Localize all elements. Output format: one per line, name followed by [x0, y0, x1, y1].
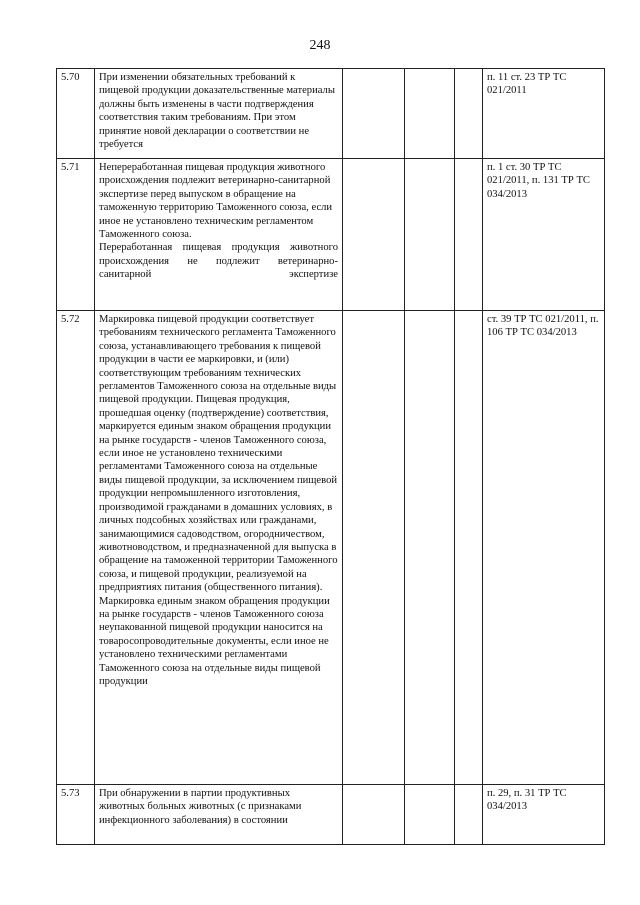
requirement-cell [95, 159, 343, 311]
regulation-reference: п. 1 ст. 30 ТР ТС 021/2011, п. 131 ТР ТС 034/2013 [483, 159, 605, 311]
empty-cell [455, 785, 483, 845]
requirement-text: При обнаружении в партии продуктивных животных больных животных (с признаками инфекционного заболевания) в состоянии [95, 785, 343, 845]
requirement-text-extra: Маркировка единым знаком обращения продукции на рынке государств - членов Таможенного союза неупакованной пищевой продукции наносится на товаросопроводительные документы, если иное не установлено техническими регламентами Таможенного союза на отдельные виды пищевой продукции [99, 595, 330, 687]
regulation-reference: п. 11 ст. 23 ТР ТС 021/2011 [483, 69, 605, 159]
regulation-reference: ст. 39 ТР ТС 021/2011, п. 106 ТР ТС 034/2013 [483, 311, 605, 785]
empty-cell [455, 159, 483, 311]
row-number: 5.70 [57, 69, 95, 159]
requirement-text: Маркировка пищевой продукции соответствует требованиям технического регламента Таможенного союза, устанавливающего требования к пищевой продукции в части ее маркировки, и (или) соответствующим требованиям технических регламентов Таможенного союза на отдельные виды пищевой продукции. [99, 314, 337, 406]
row-number: 5.72 [57, 311, 95, 785]
requirement-text: Непереработанная пищевая продукция животного происхождения подлежит ветеринарно-санитарной экспертизе перед выпуском в обращение на таможенную территорию Таможенного союза, если иное не установлено техническим регламентом Таможенного союза. [99, 162, 333, 241]
requirement-text: При изменении обязательных требований к пищевой продукции доказательственные материалы должны быть изменены в части подтверждения соответствия таким требованиям. При этом принятие новой декларации о соответствии не требуется [95, 69, 343, 159]
empty-cell [405, 159, 455, 311]
row-number: 5.71 [57, 159, 95, 311]
requirement-cell [95, 311, 343, 785]
table-row [57, 785, 605, 845]
regulation-reference: п. 29, п. 31 ТР ТС 034/2013 [483, 785, 605, 845]
empty-cell [343, 311, 405, 785]
page-number: 248 [309, 38, 331, 53]
table-row [57, 69, 605, 159]
empty-cell [405, 69, 455, 159]
row-number: 5.73 [57, 785, 95, 845]
requirements-table [56, 68, 605, 845]
table-row [57, 159, 605, 311]
empty-cell [343, 69, 405, 159]
empty-cell [405, 311, 455, 785]
table-row [57, 311, 605, 785]
empty-cell [343, 785, 405, 845]
empty-cell [455, 311, 483, 785]
empty-cell [405, 785, 455, 845]
requirement-text-extra: Переработанная пищевая продукция животного происхождения не подлежит ветеринарно-санитарной экспертизе [99, 242, 338, 281]
empty-cell [343, 159, 405, 311]
requirement-text-extra: Пищевая продукция, прошедшая оценку (подтверждение) соответствия, маркируется единым знаком обращения продукции на рынке государств - членов Таможенного союза, если иное не установлено техническими регламентами Таможенного союза на отдельные виды пищевой продукции, за исключением пищевой продукции непромышленного изготовления, производимой гражданами в домашних условиях, в личных подсобных хозяйствах или гражданами, занимающимися садоводством, огородничеством, животноводством, и предназначенной для выпуска в обращение на таможенной территории Таможенного союза, и пищевой продукции, реализуемой на предприятиях питания (общественного питания). [99, 394, 338, 594]
empty-cell [455, 69, 483, 159]
